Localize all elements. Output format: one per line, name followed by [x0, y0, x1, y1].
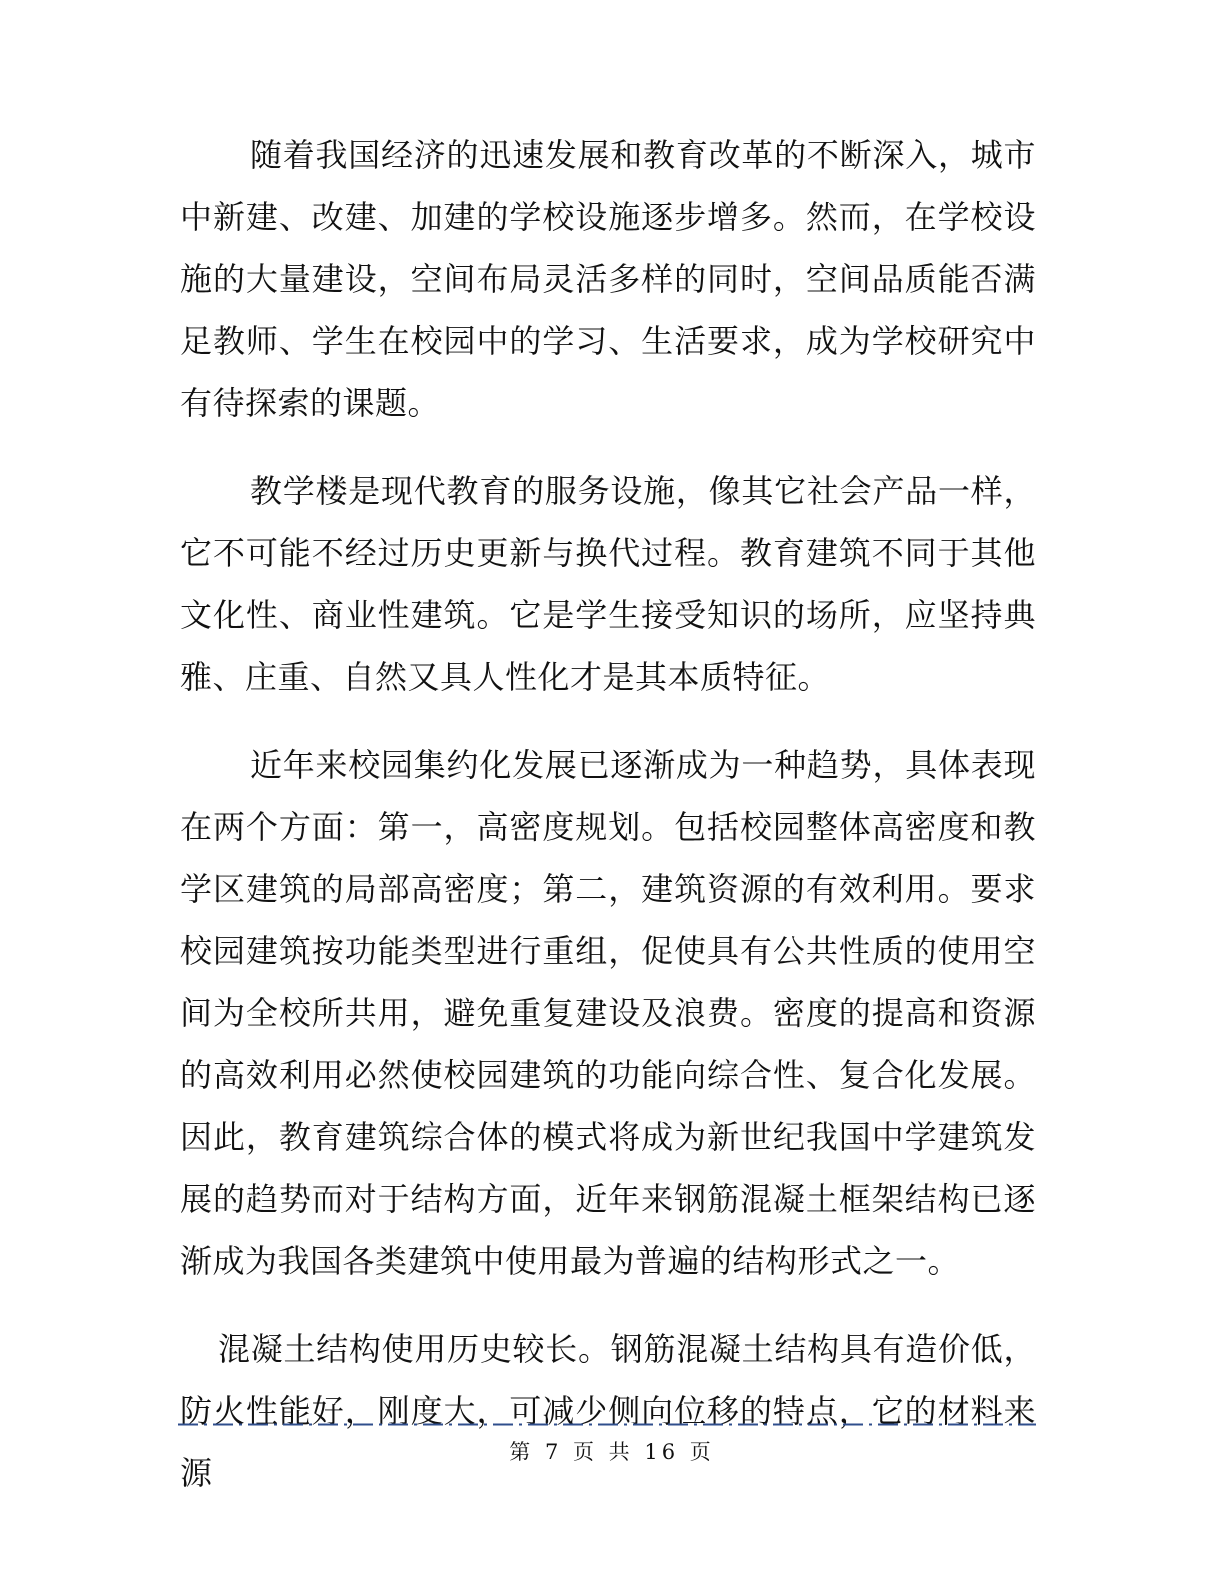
paragraph-1: 随着我国经济的迅速发展和教育改革的不断深入，城市中新建、改建、加建的学校设施逐步增多。然而，在学校设施的大量建设，空间布局灵活多样的同时，空间品质能否满足教师、学生在校园中的学习、生活要求，成为学校研究中有待探索的课题。 — [180, 136, 1036, 422]
footer-divider — [178, 1423, 1036, 1426]
paragraph-3: 近年来校园集约化发展已逐渐成为一种趋势，具体表现在两个方面：第一，高密度规划。包括校园整体高密度和教学区建筑的局部高密度；第二，建筑资源的有效利用。要求校园建筑按功能类型进行重组，促使具有公共性质的使用空间为全校所共用，避免重复建设及浪费。密度的提高和资源的高效利用必然使校园建筑的功能向综合性、复合化发展。因此，教育建筑综合体的模式将成为新世纪我国中学建筑发展的趋势而对于结构方面，近年来钢筋混凝土框架结构已逐渐成为我国各类建筑中使用最为普遍的结构形式之一。 — [180, 746, 1036, 1280]
body-text — [180, 124, 1036, 1504]
paragraph-2: 教学楼是现代教育的服务设施，像其它社会产品一样，它不可能不经过历史更新与换代过程。教育建筑不同于其他文化性、商业性建筑。它是学生接受知识的场所，应坚持典雅、庄重、自然又具人性化才是其本质特征。 — [180, 472, 1036, 696]
page-number: 第 7 页 共 16 页 — [509, 1440, 715, 1464]
paragraph-4: 混凝土结构使用历史较长。钢筋混凝土结构具有造价低，防火性能好，刚度大，可减少侧向位移的特点，它的材料来源 — [180, 1330, 1036, 1492]
